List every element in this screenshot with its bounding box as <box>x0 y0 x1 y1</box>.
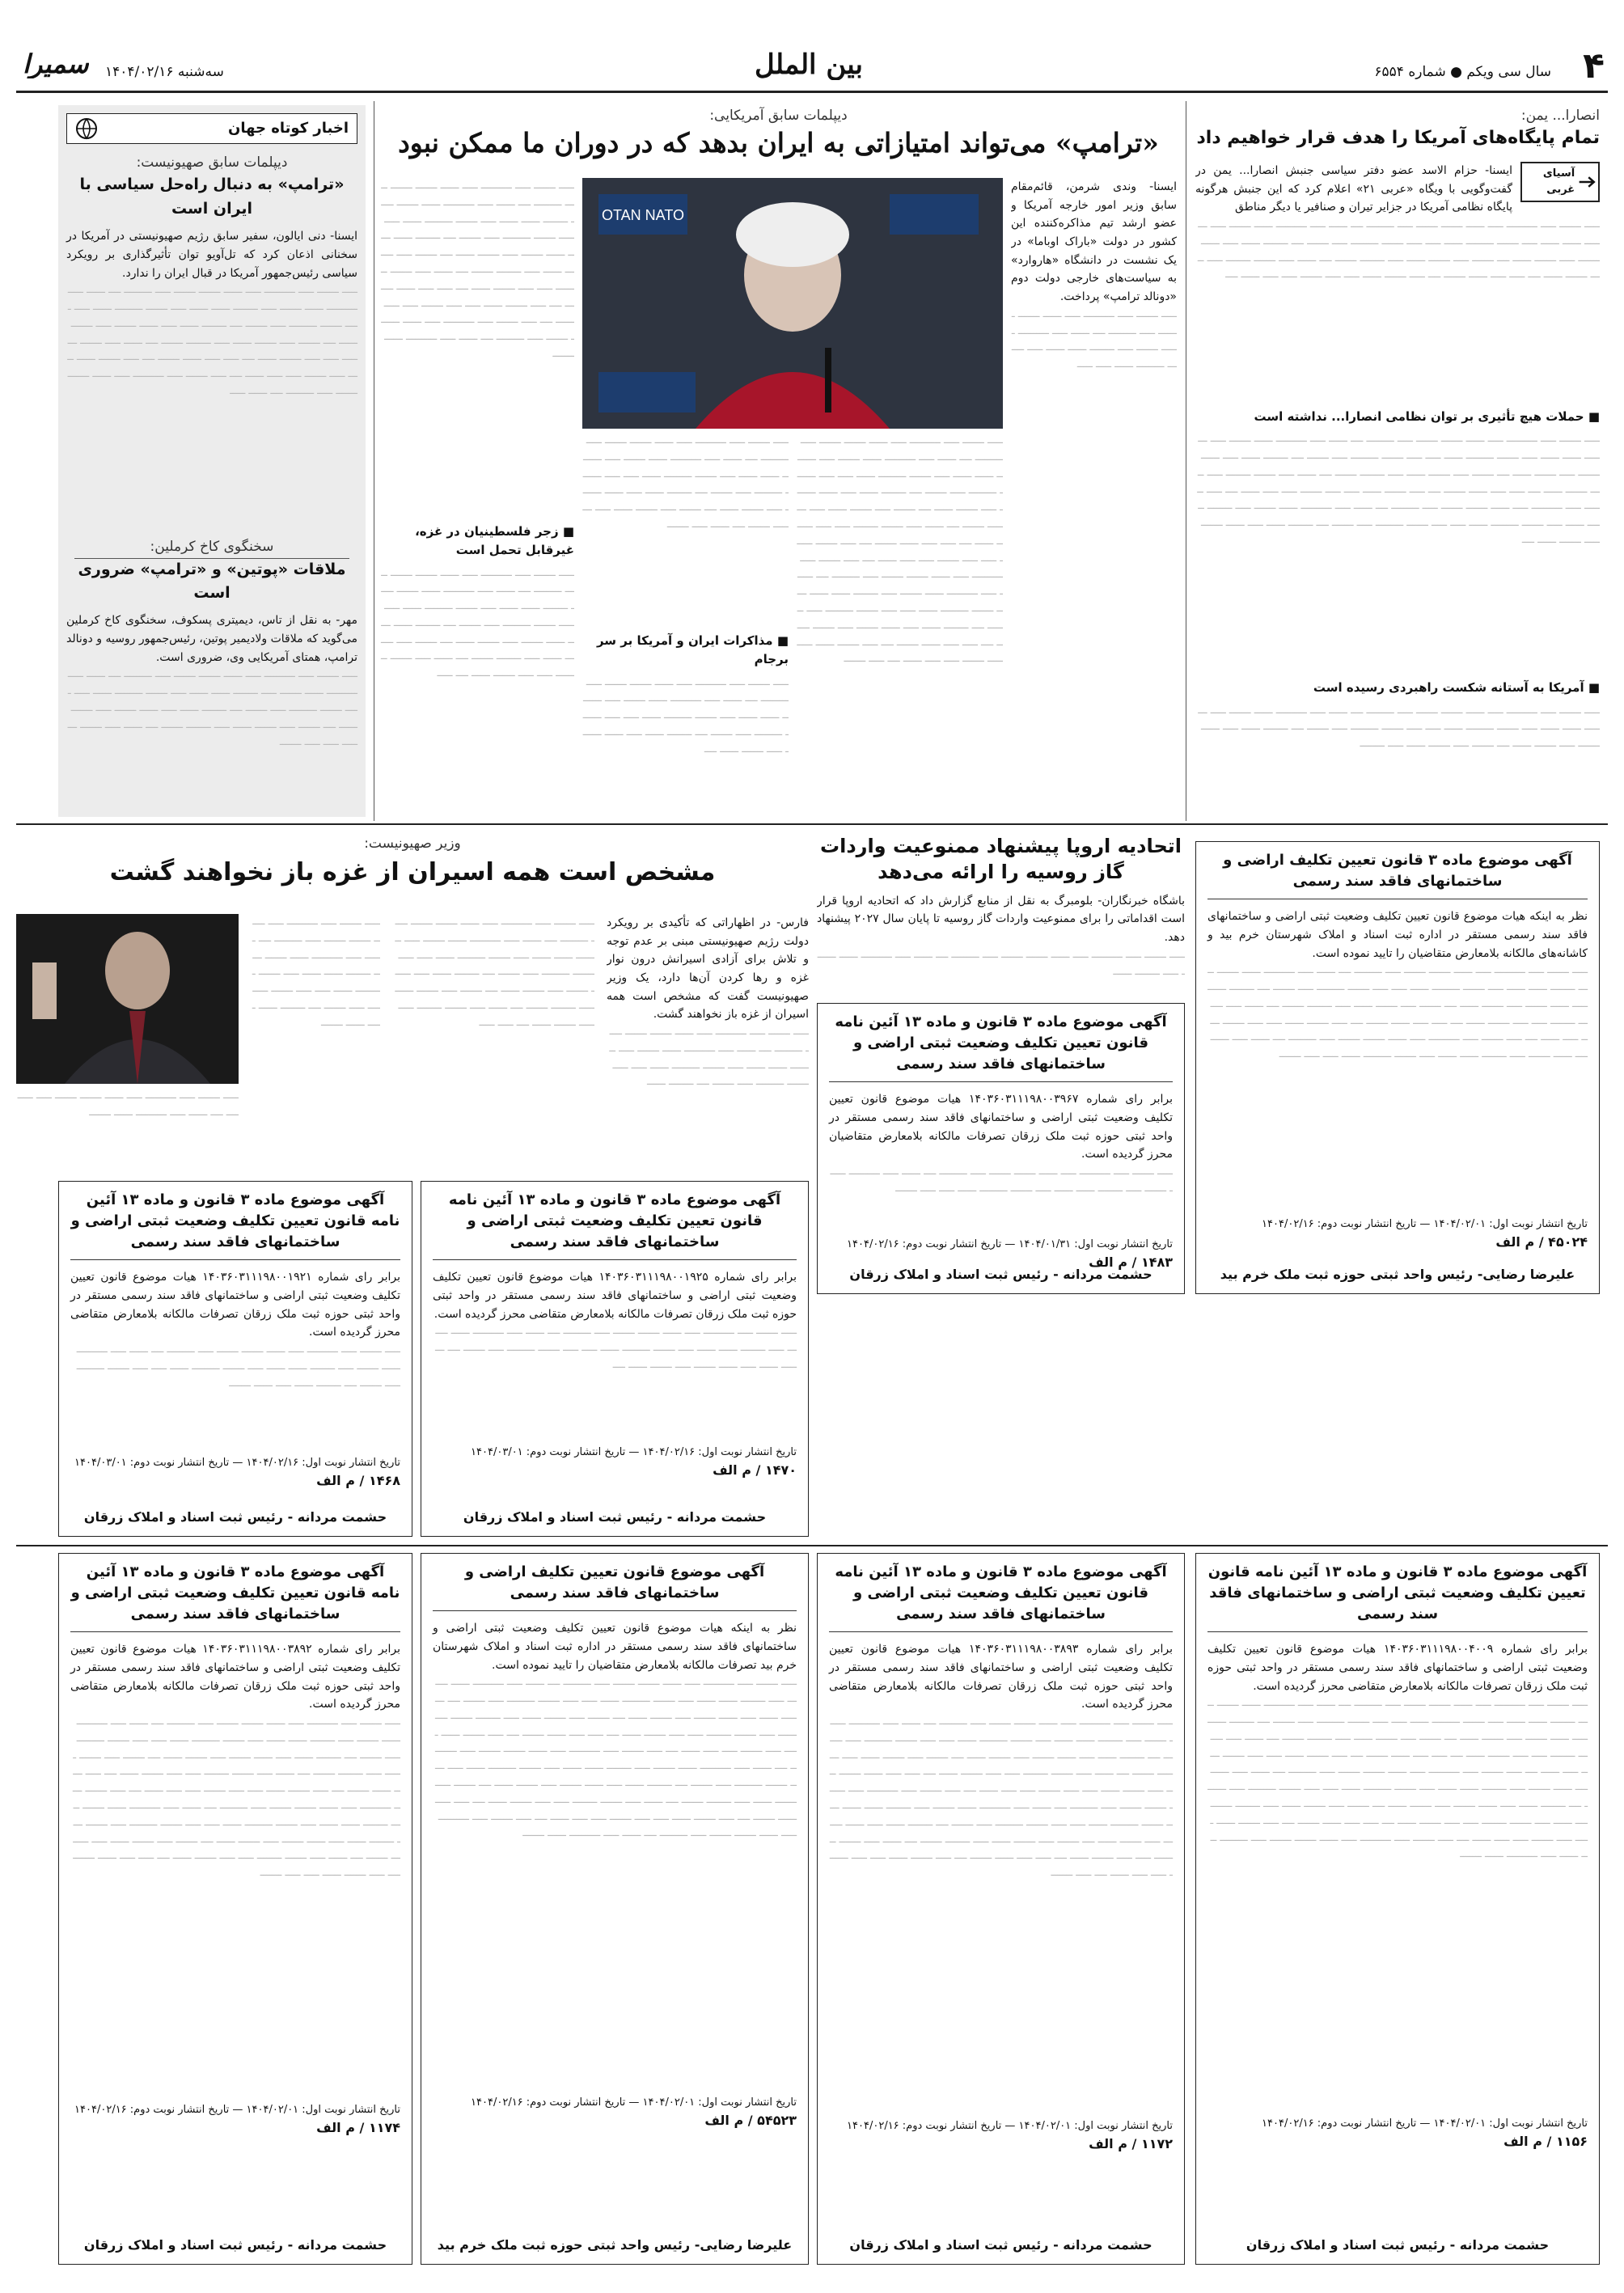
center-subhead-2: ■ زجر فلسطینیان در غزه، غیرقابل تحمل است <box>415 524 574 558</box>
page-number: ۴ <box>1583 49 1605 84</box>
ad-title: آگهی موضوع ماده ۳ قانون و ماده ۱۳ آئین نامه قانون تعیین تکلیف وضعیت ثبتی اراضی و ساختمانهای فاقد سند رسمی <box>70 1190 400 1260</box>
agency-badge <box>1520 162 1600 202</box>
ad-title: آگهی موضوع ماده ۳ قانون و ماده ۱۳ آئین نامه قانون تعیین تکلیف وضعیت ثبتی اراضی و ساختمانهای فاقد سند رسمی <box>829 1562 1173 1632</box>
item2-kicker: سخنگوی کاخ کرملین: <box>150 539 274 556</box>
ad-title: آگهی موضوع ماده ۳ قانون تعیین تکلیف اراضی و ساختمانهای فاقد سند رسمی <box>1207 850 1588 899</box>
gaza-kicker: وزیر صهیونیست: <box>364 836 461 852</box>
ad-dates: تاریخ انتشار نوبت اول: ۱۴۰۴/۰۲/۰۱ — تاریخ انتشار نوبت دوم: ۱۴۰۴/۰۲/۱۶ <box>847 2119 1173 2132</box>
divider <box>74 558 349 559</box>
ad-text: نظر به اینکه هیات موضوع قانون تعیین تکلیف وضعیت ثبتی اراضی و ساختمانهای فاقد سند رسمی مستقر در اداره ثبت اسناد و املاک شهرستان خرم بید و کاشانه‌های مالکانه بلامعارض متقاضیان را تایید نموده است. <box>1207 910 1588 960</box>
yemen-kicker: انصارا... یمن: <box>1520 108 1600 124</box>
ad-signature: علیرضا رضایی- رئیس واحد ثبتی حوزه ثبت ملک خرم بید <box>437 2237 793 2253</box>
ad-number: ۱۴۸۳ / م الف <box>1089 1254 1173 1271</box>
gaza-article: وزیر صهیونیست: مشخص است همه اسیران از غزه باز نخواهند گشت فارس- در اظهاراتی که تأکیدی بر رویکرد دولت رژیم صهیونیستی مبنی بر عدم توجه و تلاش برای آزادی اسیرانش درون نوار غزه و رها کردن آن‌ها دارد، یک وزیر صهیونیست گفت که مشخص است همه اسیران از غزه باز نخواهند گشت. ـــــ ـــــــ ـــــ ــــــــــ ـــــ ــــــ ـــــــ ـــــــ ـــــ ـــــــــ ــــ ــــــ ـــــ ــــــــــ ــــــ ـــــــ ـــــ ــــــــ ــــــ ــــــ ـــــ ـــــــ ـــــــــ ــــــ ـــــ ـــــ ـــــــ ـــــــــ ـــــ ـــــــ ــــ ــــــــ ــــــ ـــــ ـــــــ ـــــ ــــــــــ ـــــ ــــــ ـــــــ ـــــــ ـــــ ـــــــــ ــــ ــــــ ـــــ ــــــــــ ــــــ ـــــــ ـــــ ــــــــ ــــــ ــــــ ـــــ ـــــــ ـــــــــ ــــــ ـــــ ـــــ ـــــــ ـــــــــ ـــــ ـــــــ ــــ ــــــــ ــــــ ـــــ ــــــ ـــــــ ـــــ ـــــــ ــــــ ــــ ـــــــ ـــــ ـــــــ ــــــ ـــــ ــــــــ ـــــــ ــــ ــــــ ـــــ ـــــــ ــــــــ ـــــ ـــــ ـــــــ ــــــ ــــ ـــــ ـــــ ـــــ ـــــــ ـــــ ــــــــــ ـــــ ــــــ ـــــــ ـــــــ ـــــ ـــــــــ ــــ ــــــ ـــــ ــــــــــ ــــــ ـــــــ ـــــ ــــــــ ــــــ ــــــ ـــــ ـــــــ ـــــــــ ــــــ ـــــ ـــــ ـــــــ ـــــــــ ـــــ ـــــــ ــــ ــــــــ ــــــ ـــــ ــــــ ـــــــ ـــــ ـــــــ ـــــ ــــــــــ ـــــ ــــــ ـــــــ ـــــــ ـــــ ـــــــــ ــــ ــــــ ـــــ ــــــــــ ــــــ ـــــــ <box>16 833 809 1173</box>
masthead <box>0 0 1624 97</box>
item1-lead: ایسنا- دنی ایالون، سفیر سابق رژیم صهیونیستی در آمریکا در سخنانی اذعان کرد که تل‌آویو توان تأثیرگذاری بر رویکرد سیاسی رئیس‌جمهور آمریکا در قبال ایران را ندارد. <box>66 230 357 280</box>
ad-text: برابر رای شماره ۱۴۰۳۶۰۳۱۱۱۹۸۰۰۳۹۶۷ هیات موضوع قانون تعیین تکلیف وضعیت ثبتی اراضی و ساختمانهای فاقد سند رسمی مستقر در واحد ثبتی حوزه ثبت ملک زرقان تصرفات مالکانه بلامعارض متقاضیان محرز گردیده است. <box>829 1093 1173 1161</box>
ad-title: آگهی موضوع ماده ۳ قانون و ماده ۱۳ آئین نامه قانون تعیین تکلیف وضعیت ثبتی اراضی و ساختمانهای فاقد سند رسمی <box>1207 1562 1588 1632</box>
yemen-lead: ایسنا- حزام الاسد عضو دفتر سیاسی جنبش انصارا... یمن در گفت‌وگویی با ویگاه «عربی ۲۱» اعلام کرد که این جنبش هرگونه پایگاه نظامی آمریکا در جزایر تیران و صنافیر یا دیگر مناطق <box>1195 164 1512 214</box>
ad-box: آگهی موضوع ماده ۳ قانون و ماده ۱۳ آئین نامه قانون تعیین تکلیف وضعیت ثبتی اراضی و ساختمانهای فاقد سند رسمی برابر رای شماره ۱۴۰۳۶۰۳۱۱۱۹۸۰۰۳۸۹۲ هیات موضوع قانون تعیین تکلیف وضعیت ثبتی اراضی و ساختمانهای فاقد سند رسمی مستقر در واحد ثبتی حوزه ثبت ملک زرقان تصرفات مالکانه بلامعارض متقاضی محرز گردیده است. ـــــ ـــــــ ـــــ ــــــــــ ـــــ ــــــ ـــــــ ـــــــ ـــــ ـــــــــ ــــ ــــــ ـــــ ــــــــــ ــــــ ـــــــ ـــــ ــــــــ ــــــ ــــــ ـــــ ـــــــ ـــــــــ ــــــ ـــــ ـــــ ـــــــ ـــــــــ ـــــ ـــــــ ــــ ــــــــ ــــــ ـــــ ــــــ ـــــــ ـــــ ـــــــ ــــــ ــــ ـــــــ ـــــ ـــــــ ــــــ ـــــ ــــــــ ـــــــ ــــ ــــــ ـــــ ـــــــ ــــــــ ـــــ ـــــ ـــــــ ــــــ ــــ ـــــ ـــــ ــــــ ـــــــ ــــ ـــــ ـــــــ ــــــ ـــــ ـــــ ـــــــ ـــــ ـــــ ــــــ ــــ ـــــ ـــــــ ـــــ ــــــــــ ـــــ ــــــ ـــــــ ـــــــ ـــــ ـــــــــ ــــ ــــــ ـــــ ــــــــــ ــــــ ـــــــ ـــــ ــــــــ ــــــ ــــــ ـــــ ـــــــ ـــــــــ ــــــ ـــــ ـــــ ـــــــ ـــــــــ ـــــ ـــــــ ــــ ــــــــ ــــــ ـــــ ــــــ ـــــــ ـــــ ـــــــ ــــــ ــــ ـــــــ ـــــ ـــــــ ــــــ ـــــ ــــــــ ـــــــ ــــ ــــــ ـــــ ـــــــ ــــــــ ـــــ ـــــ ـــــــ ــــــ ــــ ـــــ ـــــ ــــــ ـــــــ ــــ ـــــ ـــــــ ــــــ ـــــ ـــــ ـــــــ تاریخ انتشار نوبت اول: ۱۴۰۴/۰۲/۰۱ — تاریخ انتشار نوبت دوم: ۱۴۰۴/۰۲/۱۶ ۱۱۷۴ / م الف حشمت مردانه - رئیس ثبت اسناد و املاک زرقان <box>58 1553 412 2265</box>
short-news-header <box>66 113 357 144</box>
date-line: سه‌شنبه ۱۴۰۴/۰۲/۱۶ <box>105 64 224 80</box>
yemen-headline: تمام پایگاه‌های آمریکا را هدف قرار خواهیم داد <box>1196 128 1600 149</box>
ad-number: ۱۴۶۸ / م الف <box>316 1473 400 1489</box>
ad-box: آگهی موضوع ماده ۳ قانون و ماده ۱۳ آئین نامه قانون تعیین تکلیف وضعیت ثبتی اراضی و ساختمانهای فاقد سند رسمی برابر رای شماره ۱۴۰۳۶۰۳۱۱۱۹۸۰۰۱۹۲۵ هیات موضوع قانون تعیین تکلیف وضعیت ثبتی اراضی و ساختمانهای فاقد سند رسمی مستقر در واحد ثبتی حوزه ثبت ملک زرقان تصرفات مالکانه بلامعارض متقاضی محرز گردیده است. ـــــ ـــــــ ـــــ ــــــــــ ـــــ ــــــ ـــــــ ـــــــ ـــــ ـــــــــ ــــ ــــــ ـــــ ــــــــــ ــــــ ـــــــ ـــــ ــــــــ ــــــ ــــــ ـــــ ـــــــ ـــــــــ ــــــ ـــــ ـــــ ـــــــ ـــــــــ ـــــ ـــــــ ــــ ــــــــ ــــــ ـــــ ــــــ ـــــــ ـــــ ـــــــ ــــــ ــــ تاریخ انتشار نوبت اول: ۱۴۰۴/۰۲/۱۶ — تاریخ انتشار نوبت دوم: ۱۴۰۴/۰۳/۰۱ ۱۴۷۰ / م الف حشمت مردانه - رئیس ثبت اسناد و املاک زرقان <box>421 1181 809 1537</box>
masthead-rule <box>16 91 1608 93</box>
ad-title: آگهی موضوع ماده ۳ قانون و ماده ۱۳ آئین نامه قانون تعیین تکلیف وضعیت ثبتی اراضی و ساختمانهای فاقد سند رسمی <box>70 1562 400 1632</box>
yemen-subhead-1: ■ حملات هیچ تأثیری بر توان نظامی انصارا... نداشته است <box>1254 409 1600 425</box>
ad-number: ۱۱۷۲ / م الف <box>1089 2136 1173 2152</box>
short-news-title: اخبار کوتاه جهان <box>227 120 349 137</box>
center-header <box>380 105 1177 162</box>
ad-title: آگهی موضوع قانون تعیین تکلیف اراضی و ساختمانهای فاقد سند رسمی <box>433 1562 797 1611</box>
ad-box: آگهی موضوع ماده ۳ قانون و ماده ۱۳ آئین نامه قانون تعیین تکلیف وضعیت ثبتی اراضی و ساختمانهای فاقد سند رسمی برابر رای شماره ۱۴۰۳۶۰۳۱۱۱۹۸۰۰۳۹۶۷ هیات موضوع قانون تعیین تکلیف وضعیت ثبتی اراضی و ساختمانهای فاقد سند رسمی مستقر در واحد ثبتی حوزه ثبت ملک زرقان تصرفات مالکانه بلامعارض متقاضیان محرز گردیده است. ـــــ ـــــــ ـــــ ــــــــــ ـــــ ــــــ ـــــــ ـــــــ ـــــ ـــــــــ ــــ ــــــ ـــــ ــــــــــ ــــــ ـــــــ ـــــ ــــــــ ــــــ ــــــ ـــــ ـــــــ ـــــــــ ــــــ ـــــ ـــــ ـــــــ تاریخ انتشار نوبت اول: ۱۴۰۴/۰۱/۳۱ — تاریخ انتشار نوبت دوم: ۱۴۰۴/۰۲/۱۶ ۱۴۸۳ / م الف حشمت مردانه - رئیس ثبت اسناد و املاک زرقان <box>817 1003 1185 1294</box>
ad-title: آگهی موضوع ماده ۳ قانون و ماده ۱۳ آئین نامه قانون تعیین تکلیف وضعیت ثبتی اراضی و ساختمانهای فاقد سند رسمی <box>433 1190 797 1260</box>
gaza-lead: فارس- در اظهاراتی که تأکیدی بر رویکرد دولت رژیم صهیونیستی مبنی بر عدم توجه و تلاش برای آزادی اسیرانش درون نوار غزه و رها کردن آن‌ها دارد، یک وزیر صهیونیست گفت که مشخص است همه اسیران از غزه باز نخواهند گشت. <box>607 916 809 1022</box>
item2-headline: ملاقات «پوتین» و «ترامپ» ضروری است <box>78 560 346 603</box>
yemen-subhead-2: ■ آمریکا به آستانه شکست راهبردی رسیده است <box>1313 680 1600 696</box>
ad-number: ۱۴۷۰ / م الف <box>713 1462 797 1479</box>
center-headline: «ترامپ» می‌تواند امتیازاتی به ایران بدهد که در دوران ما ممکن نبود <box>398 127 1159 159</box>
ad-signature: حشمت مردانه - رئیس ثبت اسناد و املاک زرقان <box>1245 2237 1550 2253</box>
ad-dates: تاریخ انتشار نوبت اول: ۱۴۰۴/۰۲/۰۱ — تاریخ انتشار نوبت دوم: ۱۴۰۴/۰۲/۱۶ <box>1262 1218 1588 1231</box>
issue-line: سال سی ویکم ● شماره ۶۵۵۴ <box>1374 64 1551 80</box>
gaza-headline: مشخص است همه اسیران از غزه باز نخواهند گشت <box>109 858 716 887</box>
ad-signature: حشمت مردانه - رئیس ثبت اسناد و املاک زرقان <box>463 1509 767 1525</box>
ad-dates: تاریخ انتشار نوبت اول: ۱۴۰۴/۰۲/۰۱ — تاریخ انتشار نوبت دوم: ۱۴۰۴/۰۲/۱۶ <box>471 2096 797 2109</box>
section-rule <box>16 1545 1608 1546</box>
ad-box: آگهی موضوع ماده ۳ قانون و ماده ۱۳ آئین نامه قانون تعیین تکلیف وضعیت ثبتی اراضی و ساختمانهای فاقد سند رسمی برابر رای شماره ۱۴۰۳۶۰۳۱۱۱۹۸۰۰۱۹۲۱ هیات موضوع قانون تعیین تکلیف وضعیت ثبتی اراضی و ساختمانهای فاقد سند رسمی مستقر در واحد ثبتی حوزه ثبت ملک زرقان تصرفات مالکانه بلامعارض متقاضی محرز گردیده است. ـــــ ـــــــ ـــــ ــــــــــ ـــــ ــــــ ـــــــ ـــــــ ـــــ ـــــــــ ــــ ــــــ ـــــ ــــــــــ ــــــ ـــــــ ـــــ ــــــــ ــــــ ــــــ ـــــ ـــــــ ـــــــــ ــــــ ـــــ ـــــ ـــــــ ـــــــــ ـــــ ـــــــ ــــ ــــــــ ــــــ ـــــ ــــــ ـــــــ تاریخ انتشار نوبت اول: ۱۴۰۴/۰۲/۱۶ — تاریخ انتشار نوبت دوم: ۱۴۰۴/۰۳/۰۱ ۱۴۶۸ / م الف حشمت مردانه - رئیس ثبت اسناد و املاک زرقان <box>58 1181 412 1537</box>
photo-nato-tag: OTAN NATO <box>601 207 685 223</box>
ad-dates: تاریخ انتشار نوبت اول: ۱۴۰۴/۰۲/۰۱ — تاریخ انتشار نوبت دوم: ۱۴۰۴/۰۲/۱۶ <box>74 2103 400 2116</box>
ad-title: آگهی موضوع ماده ۳ قانون و ماده ۱۳ آئین نامه قانون تعیین تکلیف وضعیت ثبتی اراضی و ساختمانهای فاقد سند رسمی <box>829 1012 1173 1082</box>
center-lead: ایسنا- وندی شرمن، قائم‌مقام سابق وزیر امور خارجه آمریکا و عضو ارشد تیم مذاکره‌کننده این کشور در دولت «باراک اوباما» در یک نشست در دانشگاه «هاروارد» به سیاست‌های خارجی دولت دوم «دونالد ترامپ» پرداخت. <box>1011 180 1177 304</box>
gaza-col-1: فارس- در اظهاراتی که تأکیدی بر رویکرد دولت رژیم صهیونیستی مبنی بر عدم توجه و تلاش برای آزادی اسیرانش درون نوار غزه و رها کردن آن‌ها دارد، یک وزیر صهیونیست گفت که مشخص است همه اسیران از غزه باز نخواهند گشت. ـــــ ـــــــ ـــــ ــــــــــ ـــــ ــــــ ـــــــ ـــــــ ـــــ ـــــــــ ــــ ــــــ ـــــ ــــــــــ ــــــ ـــــــ ـــــ ــــــــ ــــــ ــــــ ـــــ ـــــــ ـــــــــ ــــــ ـــــ ـــــ ـــــــ ـــــــــ ـــــ ـــــــ ــــ ــــــــ ــــــ <box>607 914 809 1157</box>
section-rule <box>16 823 1608 825</box>
sherman-photo <box>582 178 1003 429</box>
ad-dates: تاریخ انتشار نوبت اول: ۱۴۰۴/۰۲/۱۶ — تاریخ انتشار نوبت دوم: ۱۴۰۴/۰۳/۰۱ <box>471 1446 797 1459</box>
short-news-box: اخبار کوتاه جهان دیپلمات سابق صهیونیست: «ترامپ» به دنبال راه‌حل سیاسی با ایران است ایسنا- دنی ایالون، سفیر سابق رژیم صهیونیستی در آمریکا در سخنانی اذعان کرد که تل‌آویو توان تأثیرگذاری بر رویکرد سیاسی رئیس‌جمهور آمریکا در قبال ایران را ندارد. ـــــ ـــــــ ـــــ ــــــــــ ـــــ ــــــ ـــــــ ـــــــ ـــــ ـــــــــ ــــ ــــــ ـــــ ــــــــــ ــــــ ـــــــ ـــــ ــــــــ ــــــ ــــــ ـــــ ـــــــ ـــــــــ ــــــ ـــــ ـــــ ـــــــ ـــــــــ ـــــ ـــــــ ــــ ــــــــ ــــــ ـــــ ــــــ ـــــــ ـــــ ـــــــ ــــــ ــــ ـــــــ ـــــ ـــــــ ــــــ ـــــ ــــــــ ـــــــ ــــ ــــــ ـــــ ـــــــ ــــــــ ـــــ ـــــ ـــــــ ــــــ ــــ ـــــ ـــــ ــــــ ـــــــ ــــ ـــــ ـــــــ ــــــ ـــــ ـــــ ـــــــ ـــــ ـــــ ــــــ ــــ ـــــ ـــــــ ـــــ ــــــــــ ـــــ ــــــ ـــــــ ـــــــ ـــــ ـــــــــ ــــ ــــــ ـــــ سخنگوی کاخ کرملین: ملاقات «پوتین» و «ترامپ» ضروری است مهر- به نقل از تاس، دیمیتری پسکوف، سخنگوی کاخ کرملین می‌گوید که ملاقات ولادیمیر پوتین، رئیس‌جمهور روسیه و دونالد ترامپ، همتای آمریکایی وی، ضروری است. ـــــ ـــــــ ـــــ ــــــــــ ـــــ ــــــ ـــــــ ـــــــ ـــــ ـــــــــ ــــ ــــــ ـــــ ــــــــــ ــــــ ـــــــ ـــــ ــــــــ ــــــ ــــــ ـــــ ـــــــ ـــــــــ ــــــ ـــــ ـــــ ـــــــ ـــــــــ ـــــ ـــــــ ــــ ــــــــ ــــــ ـــــ ــــــ ـــــــ ـــــ ـــــــ ــــــ ــــ ـــــــ ـــــ ـــــــ ــــــ ـــــ ــــــــ ـــــــ ــــ ــــــ ـــــ ـــــــ ــــــــ ـــــ ـــــ ـــــــ <box>58 105 366 817</box>
ad-box: آگهی موضوع ماده ۳ قانون و ماده ۱۳ آئین نامه قانون تعیین تکلیف وضعیت ثبتی اراضی و ساختمانهای فاقد سند رسمی برابر رای شماره ۱۴۰۳۶۰۳۱۱۱۹۸۰۰۳۸۹۳ هیات موضوع قانون تعیین تکلیف وضعیت ثبتی اراضی و ساختمانهای فاقد سند رسمی مستقر در واحد ثبتی حوزه ثبت ملک زرقان تصرفات مالکانه بلامعارض متقاضی محرز گردیده است. ـــــ ـــــــ ـــــ ــــــــــ ـــــ ــــــ ـــــــ ـــــــ ـــــ ـــــــــ ــــ ــــــ ـــــ ــــــــــ ــــــ ـــــــ ـــــ ــــــــ ــــــ ــــــ ـــــ ـــــــ ـــــــــ ــــــ ـــــ ـــــ ـــــــ ـــــــــ ـــــ ـــــــ ــــ ــــــــ ــــــ ـــــ ــــــ ـــــــ ـــــ ـــــــ ــــــ ــــ ـــــــ ـــــ ـــــــ ــــــ ـــــ ــــــــ ـــــــ ــــ ــــــ ـــــ ـــــــ ــــــــ ـــــ ـــــ ـــــــ ــــــ ــــ ـــــ ـــــ ــــــ ـــــــ ــــ ـــــ ـــــــ ــــــ ـــــ ـــــ ـــــــ ـــــ ـــــ ــــــ ــــ ـــــ ـــــــ ـــــ ــــــــــ ـــــ ــــــ ـــــــ ـــــــ ـــــ ـــــــــ ــــ ــــــ ـــــ ــــــــــ ــــــ ـــــــ ـــــ ــــــــ ــــــ ــــــ ـــــ ـــــــ ـــــــــ ــــــ ـــــ ـــــ ـــــــ ـــــــــ ـــــ ـــــــ ــــ ــــــــ ــــــ ـــــ ــــــ ـــــــ ـــــ ـــــــ ــــــ ــــ ـــــــ ـــــ ـــــــ ــــــ ـــــ ــــــــ ـــــــ ــــ ــــــ ـــــ ـــــــ ــــــــ ـــــ ـــــ ـــــــ ــــــ ــــ ـــــ ـــــ ــــــ ـــــــ ــــ ـــــ ـــــــ ــــــ ـــــ ـــــ ـــــــ ـــــ ـــــ ــــــ ــــ ـــــ ـــــــ تاریخ انتشار نوبت اول: ۱۴۰۴/۰۲/۰۱ — تاریخ انتشار نوبت دوم: ۱۴۰۴/۰۲/۱۶ ۱۱۷۲ / م الف حشمت مردانه - رئیس ثبت اسناد و املاک زرقان <box>817 1553 1185 2265</box>
center-col-3: ـــــ ـــــــ ـــــ ــــــــــ ـــــ ــــــ ـــــــ ـــــــ ـــــ ـــــــــ ــــ ــــــ ـــــ ــــــــــ ــــــ ـــــــ ـــــ ــــــــ ــــــ ــــــ ـــــ ـــــــ ـــــــــ ــــــ ـــــ ـــــ ـــــــ ـــــــــ ـــــ ـــــــ ــــ ــــــــ ــــــ ـــــ ــــــ ـــــــ ـــــ ـــــــ ــــــ ــــ ـــــــ ـــــ ـــــــ ــــــ ـــــ ــــــــ ـــــــ ــــ ــــــ ـــــ ـــــــ ــــــــ ـــــ ـــــ ـــــــ ــــــ ــــ ـــــ ـــــ ــــــ ـــــــ ــــ ـــــ ـــــــ ــــــ ـــــ ـــــ ـــــــ ـــــ ـــــ ــــــ ــــ ـــــ ـــــــ ـــــ ــــــــــ ـــــ ــــــ ـــــــ ـــــــ ـــــ ـــــــــ ــــ ــــــ ـــــ ــــــــــ ــــــ ـــــــ ـــــ ــــــــ ــــــ ــــــ ـــــ ـــــــ ـــــــــ ــــــ ـــــ ـــــ ـــــــ ـــــــــ ـــــ ـــــــ ــــ ــــــــ ــــــ ـــــ ــــــ ـــــــ ـــــ ـــــــ ــــــ ــــ ـــــ ـــــ ــــــ ـــــــ ــــ ـــــ ـــــــ ــــــ ـــــ ـــــ ـــــــ ـــــ ـــــ ــــــ ــــ ـــــ ـــــــ <box>797 434 1003 666</box>
agency-badge-label: آسیای غربی <box>1542 167 1575 197</box>
center-subhead-1: ■ مذاکرات ایران و آمریکا بر سر برجام <box>596 633 789 667</box>
item1-kicker: دیپلمات سابق صهیونیست: <box>136 154 288 171</box>
ad-text: برابر رای شماره ۱۴۰۳۶۰۳۱۱۱۹۸۰۰۴۰۰۹ هیات موضوع قانون تعیین تکلیف وضعیت ثبتی اراضی و ساختمانهای فاقد سند رسمی مستقر در واحد ثبتی حوزه ثبت ملک زرقان تصرفات مالکانه بلامعارض متقاضی محرز گردیده است. <box>1207 1643 1588 1693</box>
ad-box: آگهی موضوع ماده ۳ قانون تعیین تکلیف اراضی و ساختمانهای فاقد سند رسمی نظر به اینکه هیات موضوع قانون تعیین تکلیف وضعیت ثبتی اراضی و ساختمانهای فاقد سند رسمی مستقر در اداره ثبت اسناد و املاک شهرستان خرم بید و کاشانه‌های مالکانه بلامعارض متقاضیان را تایید نموده است. ـــــ ـــــــ ـــــ ــــــــــ ـــــ ــــــ ـــــــ ـــــــ ـــــ ـــــــــ ــــ ــــــ ـــــ ــــــــــ ــــــ ـــــــ ـــــ ــــــــ ــــــ ــــــ ـــــ ـــــــ ـــــــــ ــــــ ـــــ ـــــ ـــــــ ـــــــــ ـــــ ـــــــ ــــ ــــــــ ــــــ ـــــ ــــــ ـــــــ ـــــ ـــــــ ــــــ ــــ ـــــــ ـــــ ـــــــ ــــــ ـــــ ــــــــ ـــــــ ــــ ــــــ ـــــ ـــــــ ــــــــ ـــــ ـــــ ـــــــ ــــــ ــــ ـــــ ـــــ ــــــ ـــــــ ــــ ـــــ ـــــــ ــــــ ـــــ ـــــ ـــــــ ـــــ ـــــ ــــــ ــــ ـــــ ـــــــ ـــــ ــــــــــ ـــــ ــــــ ـــــــ ـــــــ ـــــ ـــــــــ ــــ ــــــ ـــــ ــــــــــ ــــــ ـــــــ ـــــ ــــــــ ــــــ ــــــ ـــــ ـــــــ ـــــــــ ــــــ ـــــ ـــــ ـــــــ تاریخ انتشار نوبت اول: ۱۴۰۴/۰۲/۰۱ — تاریخ انتشار نوبت دوم: ۱۴۰۴/۰۲/۱۶ ۴۵۰۲۴ / م الف علیرضا رضایی- رئیس واحد ثبتی حوزه ثبت ملک خرم بید <box>1195 841 1600 1294</box>
photo-illustration <box>582 178 1003 429</box>
ad-number: ۱۱۵۶ / م الف <box>1503 2134 1588 2150</box>
center-col-4: ـــــ ـــــــ ـــــ ــــــــــ ـــــ ــــــ ـــــــ ـــــــ ـــــ ـــــــــ ــــ ــــــ ـــــ ــــــــــ ــــــ ـــــــ ـــــ ــــــــ ــــــ ــــــ ـــــ ـــــــ ـــــــــ ــــــ ـــــ ـــــ ـــــــ ـــــــــ ـــــ ـــــــ ــــ ــــــــ ــــــ ـــــ ــــــ ـــــــ ـــــ ـــــــ ــــــ ــــ ـــــــ ـــــ ـــــــ ــــــ ـــــ ــــــــ ـــــــ ــــ ــــــ ـــــ ـــــــ ■ مذاکرات ایران و آمریکا بر سر برجام ـــــ ـــــــ ـــــ ــــــــــ ـــــ ــــــ ـــــــ ـــــــ ـــــ ـــــــــ ــــ ــــــ ـــــ ــــــــــ ــــــ ـــــــ ـــــ ــــــــ ــــــ ــــــ ـــــ ـــــــ ـــــــــ ــــــ ـــــ ـــــ ـــــــ ـــــــــ ـــــ ـــــــ ــــ ــــــــ ــــــ ـــــ ــــــ ـــــــ ـــــ ـــــــ ــــــ ــــ <box>582 434 789 755</box>
item2-lead: مهر- به نقل از تاس، دیمیتری پسکوف، سخنگوی کاخ کرملین می‌گوید که ملاقات ولادیمیر پوتین، رئیس‌جمهور روسیه و دونالد ترامپ، همتای آمریکایی وی، ضروری است. <box>66 614 357 664</box>
center-lead-col: ایسنا- وندی شرمن، قائم‌مقام سابق وزیر امور خارجه آمریکا و عضو ارشد تیم مذاکره‌کننده این کشور در دولت «باراک اوباما» در یک نشست در دانشگاه «هاروارد» به سیاست‌های خارجی دولت دوم «دونالد ترامپ» پرداخت. ـــــ ـــــــ ـــــ ــــــــــ ـــــ ــــــ ـــــــ ـــــــ ـــــ ـــــــــ ــــ ــــــ ـــــ ــــــــــ ــــــ ـــــــ ـــــ ــــــــ ــــــ ــــــ ـــــ ـــــــ ـــــــــ ــــــ ـــــ ـــــ <box>1011 178 1177 396</box>
ad-number: ۴۵۰۲۴ / م الف <box>1495 1234 1588 1250</box>
ad-box: آگهی موضوع قانون تعیین تکلیف اراضی و ساختمانهای فاقد سند رسمی نظر به اینکه هیات موضوع قانون تعیین تکلیف وضعیت ثبتی اراضی و ساختمانهای فاقد سند رسمی مستقر در اداره ثبت اسناد و املاک شهرستان خرم بید تصرفات مالکانه بلامعارض متقاضیان را تایید نموده است. ـــــ ـــــــ ـــــ ــــــــــ ـــــ ــــــ ـــــــ ـــــــ ـــــ ـــــــــ ــــ ــــــ ـــــ ــــــــــ ــــــ ـــــــ ـــــ ــــــــ ــــــ ــــــ ـــــ ـــــــ ـــــــــ ــــــ ـــــ ـــــ ـــــــ ـــــــــ ـــــ ـــــــ ــــ ــــــــ ــــــ ـــــ ــــــ ـــــــ ـــــ ـــــــ ــــــ ــــ ـــــــ ـــــ ـــــــ ــــــ ـــــ ــــــــ ـــــــ ــــ ــــــ ـــــ ـــــــ ــــــــ ـــــ ـــــ ـــــــ ــــــ ــــ ـــــ ـــــ ــــــ ـــــــ ــــ ـــــ ـــــــ ــــــ ـــــ ـــــ ـــــــ ـــــ ـــــ ــــــ ــــ ـــــ ـــــــ ـــــ ــــــــــ ـــــ ــــــ ـــــــ ـــــــ ـــــ ـــــــــ ــــ ــــــ ـــــ ــــــــــ ــــــ ـــــــ ـــــ ــــــــ ــــــ ــــــ ـــــ ـــــــ ـــــــــ ــــــ ـــــ ـــــ ـــــــ ـــــــــ ـــــ ـــــــ ــــ ــــــــ ــــــ ـــــ ــــــ ـــــــ ـــــ ـــــــ ــــــ ــــ ـــــــ ـــــ ـــــــ ــــــ ـــــ ــــــــ ـــــــ ــــ ــــــ ـــــ ـــــــ ــــــــ ـــــ ـــــ ـــــــ ــــــ ــــ ـــــ ـــــ ــــــ ـــــــ ــــ ـــــ ـــــــ ــــــ ـــــ ـــــ ـــــــ ـــــ ـــــ ــــــ ــــ ـــــ ـــــــ ـــــ ــــــــــ ـــــ ــــــ ـــــــ ـــــــ ـــــ ـــــــــ ــــ ــــــ ـــــ ــــــــــ ــــــ ـــــــ تاریخ انتشار نوبت اول: ۱۴۰۴/۰۲/۰۱ — تاریخ انتشار نوبت دوم: ۱۴۰۴/۰۲/۱۶ ۵۴۵۲۳ / م الف علیرضا رضایی- رئیس واحد ثبتی حوزه ثبت ملک خرم بید <box>421 1553 809 2265</box>
ad-dates: تاریخ انتشار نوبت اول: ۱۴۰۴/۰۲/۱۶ — تاریخ انتشار نوبت دوم: ۱۴۰۴/۰۳/۰۱ <box>74 1456 400 1469</box>
section-title: بین الملل <box>755 50 863 81</box>
ad-signature: حشمت مردانه - رئیس ثبت اسناد و املاک زرقان <box>83 2237 387 2253</box>
item1-headline: «ترامپ» به دنبال راه‌حل سیاسی با ایران است <box>79 176 345 218</box>
minister-photo <box>16 914 239 1084</box>
ad-text: نظر به اینکه هیات موضوع قانون تعیین تکلیف وضعیت ثبتی اراضی و ساختمانهای فاقد سند رسمی مستقر در اداره ثبت اسناد و املاک شهرستان خرم بید تصرفات مالکانه بلامعارض متقاضیان را تایید نموده است. <box>433 1622 797 1672</box>
ad-text: برابر رای شماره ۱۴۰۳۶۰۳۱۱۱۹۸۰۰۱۹۲۱ هیات موضوع قانون تعیین تکلیف وضعیت ثبتی اراضی و ساختمانهای فاقد سند رسمی مستقر در واحد ثبتی حوزه ثبت ملک زرقان تصرفات مالکانه بلامعارض متقاضی محرز گردیده است. <box>70 1271 401 1339</box>
ad-signature: حشمت مردانه - رئیس ثبت اسناد و املاک زرقان <box>849 1267 1152 1283</box>
ad-text: برابر رای شماره ۱۴۰۳۶۰۳۱۱۱۹۸۰۰۳۸۹۳ هیات موضوع قانون تعیین تکلیف وضعیت ثبتی اراضی و ساختمانهای فاقد سند رسمی مستقر در واحد ثبتی حوزه ثبت ملک زرقان تصرفات مالکانه بلامعارض متقاضی محرز گردیده است. <box>829 1643 1173 1711</box>
eu-lead: باشگاه خبرنگاران- بلومبرگ به نقل از منابع گزارش داد که اتحادیه اروپا قرار است اقداماتی را برای ممنوعیت واردات گاز روسیه تا پایان سال ۲۰۲۷ پیشنهاد دهد. <box>817 894 1185 945</box>
ad-signature: حشمت مردانه - رئیس ثبت اسناد و املاک زرقان <box>849 2237 1152 2253</box>
ad-text: برابر رای شماره ۱۴۰۳۶۰۳۱۱۱۹۸۰۰۳۸۹۲ هیات موضوع قانون تعیین تکلیف وضعیت ثبتی اراضی و ساختمانهای فاقد سند رسمی مستقر در واحد ثبتی حوزه ثبت ملک زرقان تصرفات مالکانه بلامعارض متقاضی محرز گردیده است. <box>70 1643 401 1711</box>
newspaper-logo: سمیرا <box>23 50 89 79</box>
center-kicker: دیپلمات سابق آمریکایی: <box>709 108 848 124</box>
ad-signature: علیرضا رضایی- رئیس واحد ثبتی حوزه ثبت ملک خرم بید <box>1220 1267 1575 1283</box>
eu-gas-article: اتحادیه اروپا پیشنهاد ممنوعیت واردات گاز روسیه را ارائه می‌دهد باشگاه خبرنگاران- بلومبرگ به نقل از منابع گزارش داد که اتحادیه اروپا قرار است اقداماتی را برای ممنوعیت واردات گاز روسیه تا پایان سال ۲۰۲۷ پیشنهاد دهد. ـــــ ـــــــ ـــــ ــــــــــ ـــــ ــــــ ـــــــ ـــــــ ـــــ ـــــــــ ــــ ــــــ ـــــ ــــــــــ ــــــ ـــــــ ـــــ ــــــــ ــــــ <box>817 835 1185 978</box>
globe-icon <box>75 117 98 140</box>
center-col-5: ـــــ ـــــــ ـــــ ــــــــــ ـــــ ــــــ ـــــــ ـــــــ ـــــ ـــــــــ ــــ ــــــ ـــــ ــــــــــ ــــــ ـــــــ ـــــ ــــــــ ــــــ ــــــ ـــــ ـــــــ ـــــــــ ــــــ ـــــ ـــــ ـــــــ ـــــــــ ـــــ ـــــــ ــــ ــــــــ ــــــ ـــــ ــــــ ـــــــ ـــــ ـــــــ ــــــ ــــ ـــــــ ـــــ ـــــــ ــــــ ـــــ ــــــــ ـــــــ ــــ ــــــ ـــــ ـــــــ ــــــــ ـــــ ـــــ ـــــــ ــــــ ــــ ـــــ ـــــ ــــــ ـــــــ ــــ ـــــ ـــــــ ــــــ ـــــ ـــــ ـــــــ ـــــ ـــــ ــــــ ــــ ـــــ ـــــــ ـــــ ــــــــــ ـــــ ــــــ ـــــــ ـــــــ ـــــ ـــــــــ ــــ ــــــ ـــــ ــــــــــ ــــــ ـــــــ ■ زجر فلسطینیان در غزه، غیرقابل تحمل است ـــــ ـــــــ ـــــ ــــــــــ ـــــ ــــــ ـــــــ ـــــــ ـــــ ـــــــــ ــــ ــــــ ـــــ ــــــــــ ــــــ ـــــــ ـــــ ــــــــ ــــــ ــــــ ـــــ ـــــــ ـــــــــ ــــــ ـــــ ـــــ ـــــــ ـــــــــ ـــــ ـــــــ ــــ ــــــــ ــــــ ـــــ ــــــ ـــــــ ـــــ ـــــــ ــــــ ــــ ـــــــ ـــــ ـــــــ ــــــ ـــــ ــــــــ ـــــــ ــــ ــــــ ـــــ ـــــــ ــــــــ ـــــ ـــــ ـــــــ ــــــ ــــ ـــــ <box>380 180 574 680</box>
yemen-article: انصارا... یمن: تمام پایگاه‌های آمریکا را هدف قرار خواهیم داد آسیای غربی ایسنا- حزام الاسد عضو دفتر سیاسی جنبش انصارا... یمن در گفت‌وگویی با ویگاه «عربی ۲۱» اعلام کرد که این جنبش هرگونه پایگاه نظامی آمریکا در جزایر تیران و صنافیر یا دیگر مناطق ـــــ ـــــــ ـــــ ــــــــــ ـــــ ــــــ ـــــــ ـــــــ ـــــ ـــــــــ ــــ ــــــ ـــــ ــــــــــ ــــــ ـــــــ ـــــ ــــــــ ــــــ ــــــ ـــــ ـــــــ ـــــــــ ــــــ ـــــ ـــــ ـــــــ ـــــــــ ـــــ ـــــــ ــــ ــــــــ ــــــ ـــــ ــــــ ـــــــ ـــــ ـــــــ ــــــ ــــ ـــــــ ـــــ ـــــــ ــــــ ـــــ ــــــــ ـــــــ ــــ ــــــ ـــــ ـــــــ ــــــــ ـــــ ـــــ ـــــــ ــــــ ــــ ـــــ ـــــ ــــــ ـــــــ ــــ ـــــ ـــــــ ــــــ ـــــ ـــــ ـــــــ ـــــ ـــــ ــــــ ــــ ■ حملات هیچ تأثیری بر توان نظامی انصارا... نداشته است ـــــ ـــــــ ـــــ ــــــــــ ـــــ ــــــ ـــــــ ـــــــ ـــــ ـــــــــ ــــ ــــــ ـــــ ــــــــــ ــــــ ـــــــ ـــــ ــــــــ ــــــ ــــــ ـــــ ـــــــ ـــــــــ ــــــ ـــــ ـــــ ـــــــ ـــــــــ ـــــ ـــــــ ــــ ــــــــ ــــــ ـــــ ــــــ ـــــــ ـــــ ـــــــ ــــــ ــــ ـــــــ ـــــ ـــــــ ــــــ ـــــ ــــــــ ـــــــ ــــ ــــــ ـــــ ـــــــ ــــــــ ـــــ ـــــ ـــــــ ــــــ ــــ ـــــ ـــــ ــــــ ـــــــ ــــ ـــــ ـــــــ ــــــ ـــــ ـــــ ـــــــ ـــــ ـــــ ــــــ ــــ ـــــ ـــــــ ـــــ ــــــــــ ـــــ ــــــ ـــــــ ـــــــ ـــــ ـــــــــ ــــ ــــــ ـــــ ــــــــــ ــــــ ـــــــ ـــــ ــــــــ ــــــ ــــــ ـــــ ـــــــ ـــــــــ ــــــ ـــــ ـــــ ـــــــ ـــــــــ ـــــ ـــــــ ــــ ــــــــ ــــــ ـــــ ــــــ ـــــــ ـــــ ـــــــ ــــــ ــــ ■ آمریکا به آستانه شکست راهبردی رسیده است ـــــ ـــــــ ـــــ ــــــــــ ـــــ ــــــ ـــــــ ـــــــ ـــــ ـــــــــ ــــ ــــــ ـــــ ــــــــــ ــــــ ـــــــ ـــــ ــــــــ ــــــ ــــــ ـــــ ـــــــ ـــــــــ ــــــ ـــــ ـــــ ـــــــ ـــــــــ ـــــ ـــــــ ــــ ــــــــ ــــــ ـــــ ــــــ ـــــــ ـــــ ـــــــ ــــــ ــــ ـــــــ ـــــ ـــــــ ــــــ ـــــ ــــــــ <box>1195 105 1600 817</box>
ad-text: برابر رای شماره ۱۴۰۳۶۰۳۱۱۱۹۸۰۰۱۹۲۵ هیات موضوع قانون تعیین تکلیف وضعیت ثبتی اراضی و ساختمانهای فاقد سند رسمی مستقر در واحد ثبتی حوزه ثبت ملک زرقان تصرفات مالکانه بلامعارض متقاضی محرز گردیده است. <box>433 1271 797 1321</box>
eu-headline: اتحادیه اروپا پیشنهاد ممنوعیت واردات گاز روسیه را ارائه می‌دهد <box>819 835 1182 884</box>
ad-signature: حشمت مردانه - رئیس ثبت اسناد و املاک زرقان <box>83 1509 387 1525</box>
photo-illustration <box>16 914 239 1084</box>
ad-number: ۱۱۷۴ / م الف <box>316 2120 400 2136</box>
ad-dates: تاریخ انتشار نوبت اول: ۱۴۰۴/۰۱/۳۱ — تاریخ انتشار نوبت دوم: ۱۴۰۴/۰۲/۱۶ <box>847 1237 1173 1250</box>
arrow-icon <box>1578 173 1598 191</box>
ad-number: ۵۴۵۲۳ / م الف <box>704 2113 797 2129</box>
ad-dates: تاریخ انتشار نوبت اول: ۱۴۰۴/۰۲/۰۱ — تاریخ انتشار نوبت دوم: ۱۴۰۴/۰۲/۱۶ <box>1262 2117 1588 2130</box>
ad-box: آگهی موضوع ماده ۳ قانون و ماده ۱۳ آئین نامه قانون تعیین تکلیف وضعیت ثبتی اراضی و ساختمانهای فاقد سند رسمی برابر رای شماره ۱۴۰۳۶۰۳۱۱۱۹۸۰۰۴۰۰۹ هیات موضوع قانون تعیین تکلیف وضعیت ثبتی اراضی و ساختمانهای فاقد سند رسمی مستقر در واحد ثبتی حوزه ثبت ملک زرقان تصرفات مالکانه بلامعارض متقاضی محرز گردیده است. ـــــ ـــــــ ـــــ ــــــــــ ـــــ ــــــ ـــــــ ـــــــ ـــــ ـــــــــ ــــ ــــــ ـــــ ــــــــــ ــــــ ـــــــ ـــــ ــــــــ ــــــ ــــــ ـــــ ـــــــ ـــــــــ ــــــ ـــــ ـــــ ـــــــ ـــــــــ ـــــ ـــــــ ــــ ــــــــ ــــــ ـــــ ــــــ ـــــــ ـــــ ـــــــ ــــــ ــــ ـــــــ ـــــ ـــــــ ــــــ ـــــ ــــــــ ـــــــ ــــ ــــــ ـــــ ـــــــ ــــــــ ـــــ ـــــ ـــــــ ــــــ ــــ ـــــ ـــــ ــــــ ـــــــ ــــ ـــــ ـــــــ ــــــ ـــــ ـــــ ـــــــ ـــــ ـــــ ــــــ ــــ ـــــ ـــــــ ـــــ ــــــــــ ـــــ ــــــ ـــــــ ـــــــ ـــــ ـــــــــ ــــ ــــــ ـــــ ــــــــــ ــــــ ـــــــ ـــــ ــــــــ ــــــ ــــــ ـــــ ـــــــ ـــــــــ ــــــ ـــــ ـــــ ـــــــ ـــــــــ ـــــ ـــــــ ــــ ــــــــ ــــــ ـــــ ــــــ ـــــــ ـــــ ـــــــ ــــــ ــــ ـــــــ ـــــ ـــــــ ــــــ ـــــ ــــــــ ـــــــ ــــ ــــــ ـــــ ـــــــ ــــــــ ـــــ ـــــ ـــــــ ــــــ ــــ ـــــ ـــــ ــــــ ـــــــ ــــ ـــــ ـــــــ ــــــ ـــــ ـــــ ـــــــ ـــــ ـــــ ــــــ ــــ ـــــ ـــــــ ـــــ ــــــــــ ـــــ ــــــ ـــــــ ـــــــ ـــــ ـــــــــ ــــ ــــــ ـــــ ــــــــــ ــــــ ـــــــ تاریخ انتشار نوبت اول: ۱۴۰۴/۰۲/۰۱ — تاریخ انتشار نوبت دوم: ۱۴۰۴/۰۲/۱۶ ۱۱۵۶ / م الف حشمت مردانه - رئیس ثبت اسناد و املاک زرقان <box>1195 1553 1600 2265</box>
